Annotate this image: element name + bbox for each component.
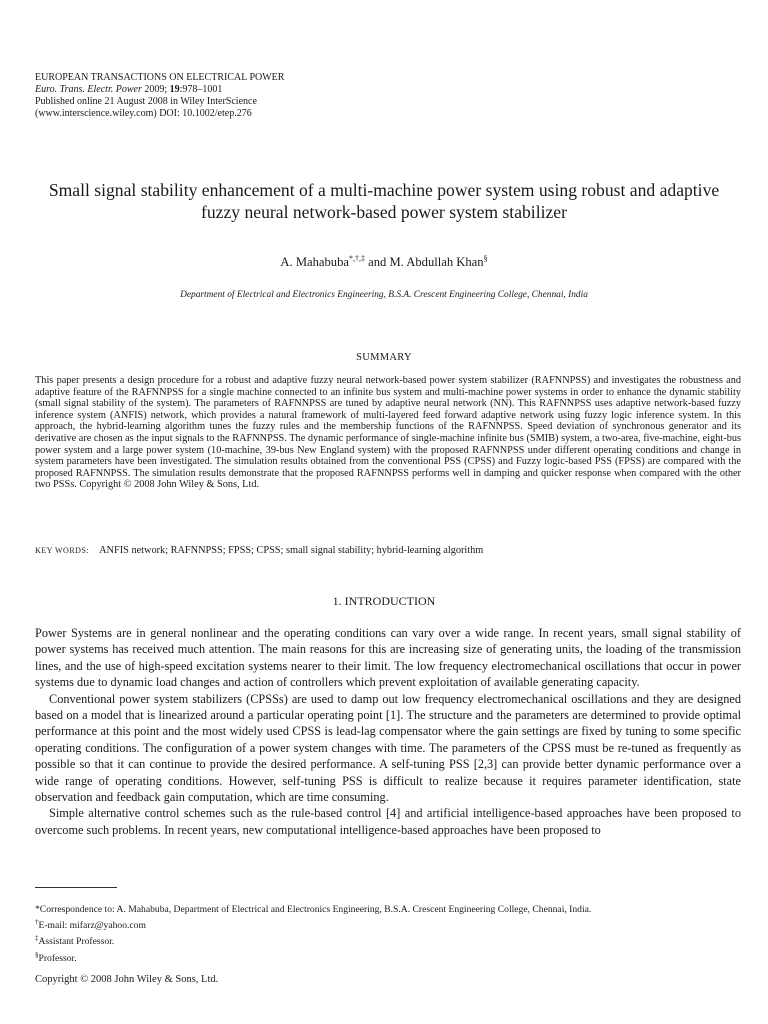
journal-header [35, 72, 535, 120]
footnotes [35, 904, 741, 965]
footnote-professor [35, 949, 741, 965]
footnote-assistant [35, 932, 741, 948]
keywords-label: KEY WORDS: [35, 546, 90, 555]
summary-heading: SUMMARY [356, 352, 412, 363]
footnote-mark: ‡ [35, 934, 39, 943]
body-text [35, 625, 741, 838]
citation-year: 2009; [141, 84, 170, 95]
journal-name: EUROPEAN TRANSACTIONS ON ELECTRICAL POWER [35, 72, 285, 83]
paper-title: Small signal stability enhancement of a multi-machine power system using robust and adaptive fuzzy neural network-based power system stabilizer [48, 180, 720, 222]
author-2-marks: § [483, 254, 488, 263]
citation-pages: :978–1001 [179, 84, 223, 95]
footnote-mark: † [35, 918, 39, 927]
author-1-marks: *,†,‡ [348, 254, 365, 263]
doi-line: (www.interscience.wiley.com) DOI: 10.1002/etep.276 [35, 108, 252, 119]
footnote-mark: § [35, 950, 39, 959]
abstract-text: This paper presents a design procedure for a robust and adaptive fuzzy neural network-based power system stabilizer (RAFNNPSS) and investigates the robustness and adaptive feature of the RAFNNPSS for a single machine connected to an infinite bus system and multi-machine power systems in order to enhance the dynamic stability (small signal stability of the system). The parameters of RAFNNPSS are tuned by adaptive neural network (NN). This RAFNNPSS uses adaptive network-based fuzzy inference system (ANFIS) network, which provides a natural framework of multi-layered feed forward adaptive network using fuzzy logic inference system. In this approach, the hybrid-learning algorithm tunes the fuzzy rules and the membership functions of the RAFNNPSS. Speed deviation of synchronous generator and its derivative are chosen as the input signals to the RAFNNPSS. The dynamic performance of single-machine infinite bus (SMIB) system, a two-area, five-machine, eight-bus power system and a large power system (10-machine, 39-bus New England system) with the proposed RAFNNPSS under different operating conditions and change in system parameters have been investigated. The simulation results obtained from the conventional PSS (CPSS) and Fuzzy logic-based PSS (FPSS) are compared with the proposed RAFNNPSS. The simulation results demonstrate that the proposed RAFNNPSS performs well in damping and quicker response when compared with the other two PSSs. Copyright © 2008 John Wiley & Sons, Ltd. [35, 375, 741, 491]
footnote-correspondence [35, 904, 741, 916]
footnote-text: *Correspondence to: A. Mahabuba, Department of Electrical and Electronics Engineering, B.S.A. Crescent Engineering College, Chennai, India. [35, 904, 592, 915]
footnote-text: E-mail: mifarz@yahoo.com [38, 920, 146, 932]
keywords [35, 545, 741, 556]
author-line [0, 254, 768, 270]
affiliation: Department of Electrical and Electronics Engineering, B.S.A. Crescent Engineering College, Chennai, India [180, 290, 588, 300]
footnote-text: Assistant Professor. [38, 936, 115, 948]
paragraph-1: Power Systems are in general nonlinear and the operating conditions can vary over a wide range. In recent years, small signal stability of power systems has received much attention. The main reasons for this are increasing size of generating units, the loading of the transmission lines, and the use of high-speed excitation systems nearer to their limit. The low frequency electromechanical oscillations that occur in power systems due to dynamic load changes and action of controllers which prevent exploitation of available generating capacity. [35, 626, 741, 690]
paragraph-3: Simple alternative control schemes such as the rule-based control [4] and artificial intelligence-based approaches have been proposed to overcome such problems. In recent years, new computational intelligence-based approaches have been proposed to [35, 806, 741, 837]
citation-volume: 19 [169, 84, 180, 95]
published-line: Published online 21 August 2008 in Wiley InterScience [35, 96, 257, 107]
footnote-rule [35, 887, 117, 888]
author-connector: and [364, 255, 390, 269]
keywords-value: ANFIS network; RAFNNPSS; FPSS; CPSS; small signal stability; hybrid-learning algorithm [99, 545, 484, 556]
footnote-text: Professor. [38, 952, 77, 964]
citation-journal: Euro. Trans. Electr. Power [35, 84, 142, 95]
author-2: M. Abdullah Khan [389, 255, 484, 269]
paragraph-2: Conventional power system stabilizers (CPSSs) are used to damp out low frequency electromechanical oscillations and they are designed based on a model that is linearized around a particular operating point [1]. The structure and the parameters are determined to provide optimal performance at this point and the most widely used CPSS is lead-lag compensator where the gain settings are fixed by tuning to some specific operating conditions. The configuration of a power system changes with time. The parameters of the CPSS must be re-tuned as frequently as possible so that it can continue to provide the desired performance. A self-tuning PSS [2,3] can provide better dynamic performance over a wide range of operating conditions. However, self-tuning PSS is difficult to realize because it requires parameter identification, state observation and feedback gain computation, which are time consuming. [35, 691, 741, 805]
section-heading: 1. INTRODUCTION [332, 594, 436, 608]
footnote-email [35, 916, 741, 932]
copyright: Copyright © 2008 John Wiley & Sons, Ltd. [35, 974, 219, 985]
author-1: A. Mahabuba [280, 255, 349, 269]
citation-line [35, 84, 535, 96]
